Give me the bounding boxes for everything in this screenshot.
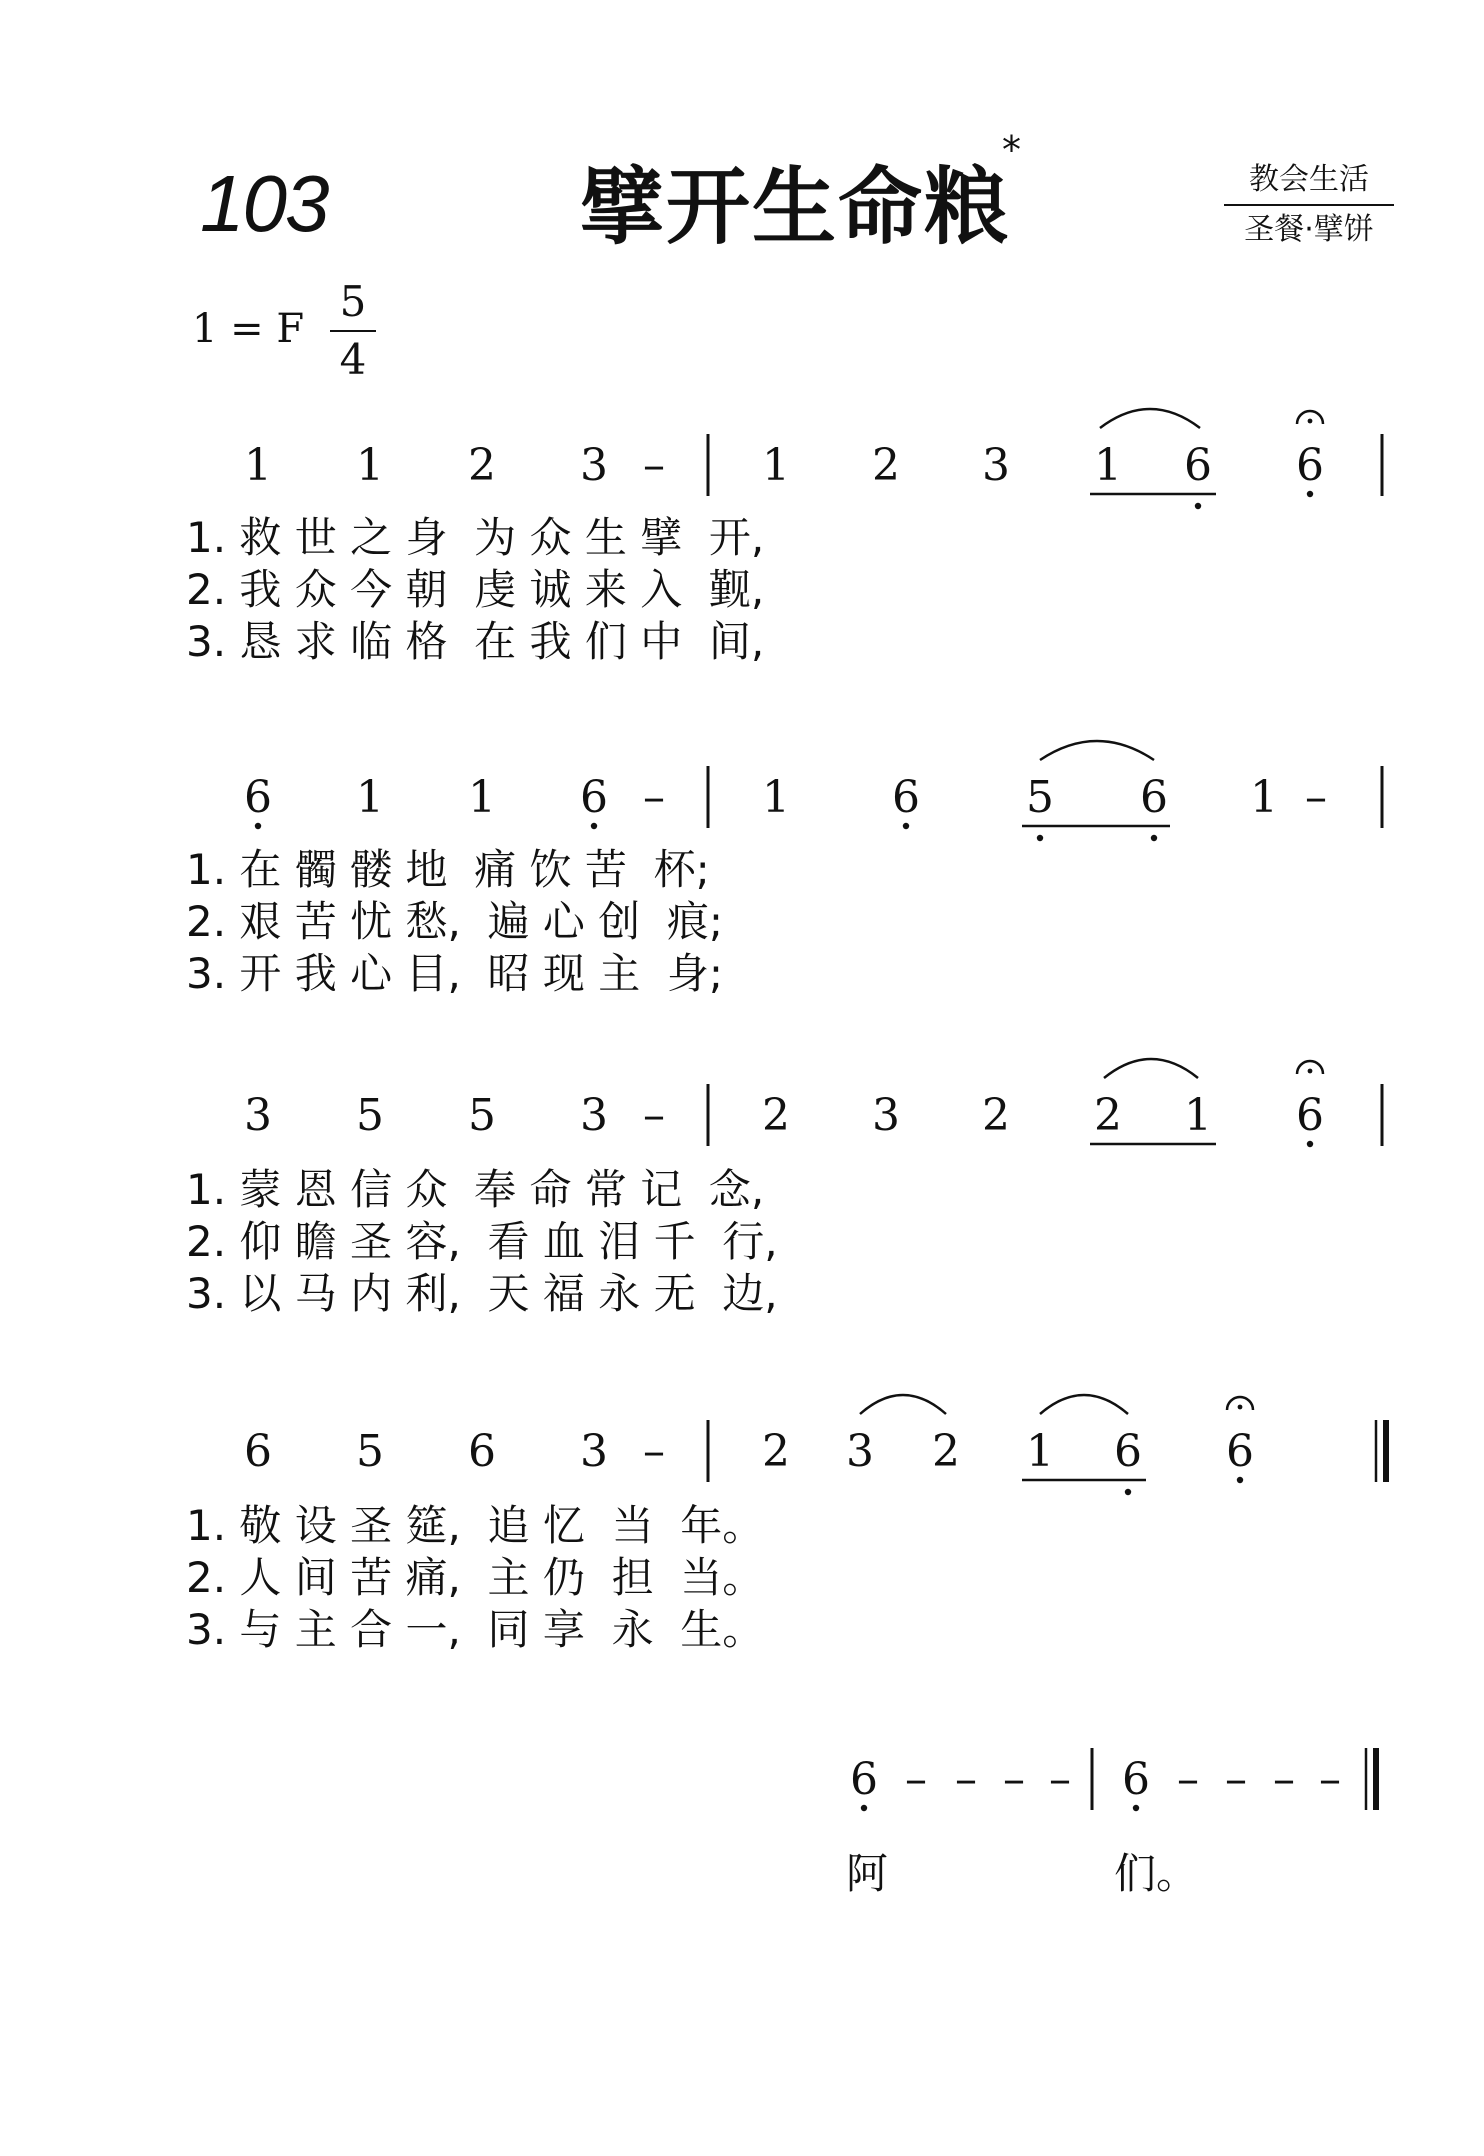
- lyric-line-2-verse-1: 1. 在 髑 髅 地 痛 饮 苦 杯;: [186, 845, 710, 894]
- amen-note: –: [955, 1754, 977, 1805]
- jianpu-note: 3: [580, 1090, 608, 1141]
- lyric-line-4-verse-2: 2. 人 间 苦 痛, 主 仍 担 当。: [186, 1553, 765, 1602]
- jianpu-note: 1: [468, 772, 496, 823]
- time-signature-bottom: 4: [339, 335, 367, 384]
- jianpu-note: 3: [580, 1426, 608, 1477]
- category-top: 教会生活: [1249, 162, 1369, 197]
- fermata-dot: [1238, 1405, 1243, 1410]
- jianpu-note: 3: [872, 1090, 900, 1141]
- key-signature: 1 = F: [192, 306, 305, 352]
- amen-note: 6: [850, 1754, 878, 1805]
- lyric-line-4-verse-1: 1. 敬 设 圣 筵, 追 忆 当 年。: [186, 1501, 765, 1550]
- octave-dot-below: [1037, 835, 1043, 841]
- amen-note: 6: [1122, 1754, 1150, 1805]
- lyric-line-3-verse-1: 1. 蒙 恩 信 众 奉 命 常 记 念,: [186, 1165, 765, 1214]
- jianpu-note: 6: [892, 772, 920, 823]
- jianpu-note: 6: [1114, 1426, 1142, 1477]
- jianpu-note: 2: [1094, 1090, 1122, 1141]
- jianpu-note: 2: [468, 440, 496, 491]
- octave-dot-below: [1125, 1489, 1131, 1495]
- jianpu-note: 6: [468, 1426, 496, 1477]
- slur: [1040, 1395, 1128, 1414]
- jianpu-note: 2: [762, 1090, 790, 1141]
- jianpu-note: –: [643, 1426, 665, 1477]
- amen-note: –: [1319, 1754, 1341, 1805]
- jianpu-note: –: [1305, 772, 1327, 823]
- jianpu-note: –: [643, 440, 665, 491]
- hymn-number: 103: [200, 159, 328, 248]
- amen-note: –: [905, 1754, 927, 1805]
- jianpu-note: 1: [1094, 440, 1122, 491]
- octave-dot-below: [903, 823, 909, 829]
- jianpu-note: 6: [1226, 1426, 1254, 1477]
- jianpu-note: 3: [244, 1090, 272, 1141]
- jianpu-note: 3: [580, 440, 608, 491]
- jianpu-note: 6: [244, 1426, 272, 1477]
- lyric-line-3-verse-2: 2. 仰 瞻 圣 容, 看 血 泪 千 行,: [186, 1217, 778, 1266]
- jianpu-note: 1: [1184, 1090, 1212, 1141]
- lyric-line-1-verse-1: 1. 救 世 之 身 为 众 生 擘 开,: [186, 513, 765, 562]
- octave-dot-below: [1151, 835, 1157, 841]
- jianpu-note: 2: [762, 1426, 790, 1477]
- jianpu-note: 6: [1296, 1090, 1324, 1141]
- lyric-line-1-verse-2: 2. 我 众 今 朝 虔 诚 来 入 觐,: [186, 565, 765, 614]
- amen-note: –: [1225, 1754, 1247, 1805]
- title-footnote-mark: *: [1002, 128, 1021, 172]
- jianpu-note: 2: [932, 1426, 960, 1477]
- jianpu-note: 5: [1026, 772, 1054, 823]
- jianpu-note: 6: [244, 772, 272, 823]
- amen-note: –: [1049, 1754, 1071, 1805]
- jianpu-note: 1: [1026, 1426, 1054, 1477]
- jianpu-note: 1: [244, 440, 272, 491]
- lyric-line-4-verse-3: 3. 与 主 合 一, 同 享 永 生。: [186, 1605, 765, 1654]
- amen-note: –: [1273, 1754, 1295, 1805]
- jianpu-note: 2: [982, 1090, 1010, 1141]
- hymn-title: 擘开生命粮: [580, 158, 1011, 256]
- jianpu-note: –: [643, 1090, 665, 1141]
- octave-dot-below: [1307, 491, 1313, 497]
- octave-dot-below: [1307, 1141, 1313, 1147]
- jianpu-note: 1: [762, 440, 790, 491]
- amen-note: –: [1177, 1754, 1199, 1805]
- time-signature-top: 5: [339, 277, 367, 326]
- fermata-dot: [1308, 419, 1313, 424]
- lyric-line-2-verse-3: 3. 开 我 心 目, 昭 现 主 身;: [186, 949, 724, 998]
- octave-dot-below: [591, 823, 597, 829]
- fermata-dot: [1308, 1069, 1313, 1074]
- amen-lyric-2: 们。: [1114, 1849, 1199, 1898]
- jianpu-note: 6: [1140, 772, 1168, 823]
- jianpu-note: 1: [356, 440, 384, 491]
- jianpu-note: 2: [872, 440, 900, 491]
- jianpu-note: 6: [580, 772, 608, 823]
- octave-dot-below: [1195, 503, 1201, 509]
- jianpu-note: 5: [356, 1426, 384, 1477]
- amen-note: –: [1003, 1754, 1025, 1805]
- octave-dot-below: [1237, 1477, 1243, 1483]
- slur: [1104, 1059, 1198, 1078]
- jianpu-note: 1: [762, 772, 790, 823]
- octave-dot-below: [1133, 1805, 1139, 1811]
- octave-dot-below: [861, 1805, 867, 1811]
- amen-lyric-1: 阿: [846, 1849, 889, 1898]
- jianpu-note: 6: [1296, 440, 1324, 491]
- jianpu-note: 3: [846, 1426, 874, 1477]
- jianpu-note: 5: [468, 1090, 496, 1141]
- jianpu-note: 1: [356, 772, 384, 823]
- jianpu-note: –: [643, 772, 665, 823]
- lyric-line-2-verse-2: 2. 艰 苦 忧 愁, 遍 心 创 痕;: [186, 897, 724, 946]
- octave-dot-below: [255, 823, 261, 829]
- jianpu-note: 5: [356, 1090, 384, 1141]
- slur: [1040, 741, 1154, 760]
- lyric-line-1-verse-3: 3. 恳 求 临 格 在 我 们 中 间,: [186, 617, 765, 666]
- slur: [860, 1395, 946, 1414]
- jianpu-note: 3: [982, 440, 1010, 491]
- jianpu-note: 6: [1184, 440, 1212, 491]
- category-bottom: 圣餐·擘饼: [1244, 212, 1374, 247]
- jianpu-note: 1: [1250, 772, 1278, 823]
- slur: [1100, 409, 1200, 428]
- lyric-line-3-verse-3: 3. 以 马 内 利, 天 福 永 无 边,: [186, 1269, 778, 1318]
